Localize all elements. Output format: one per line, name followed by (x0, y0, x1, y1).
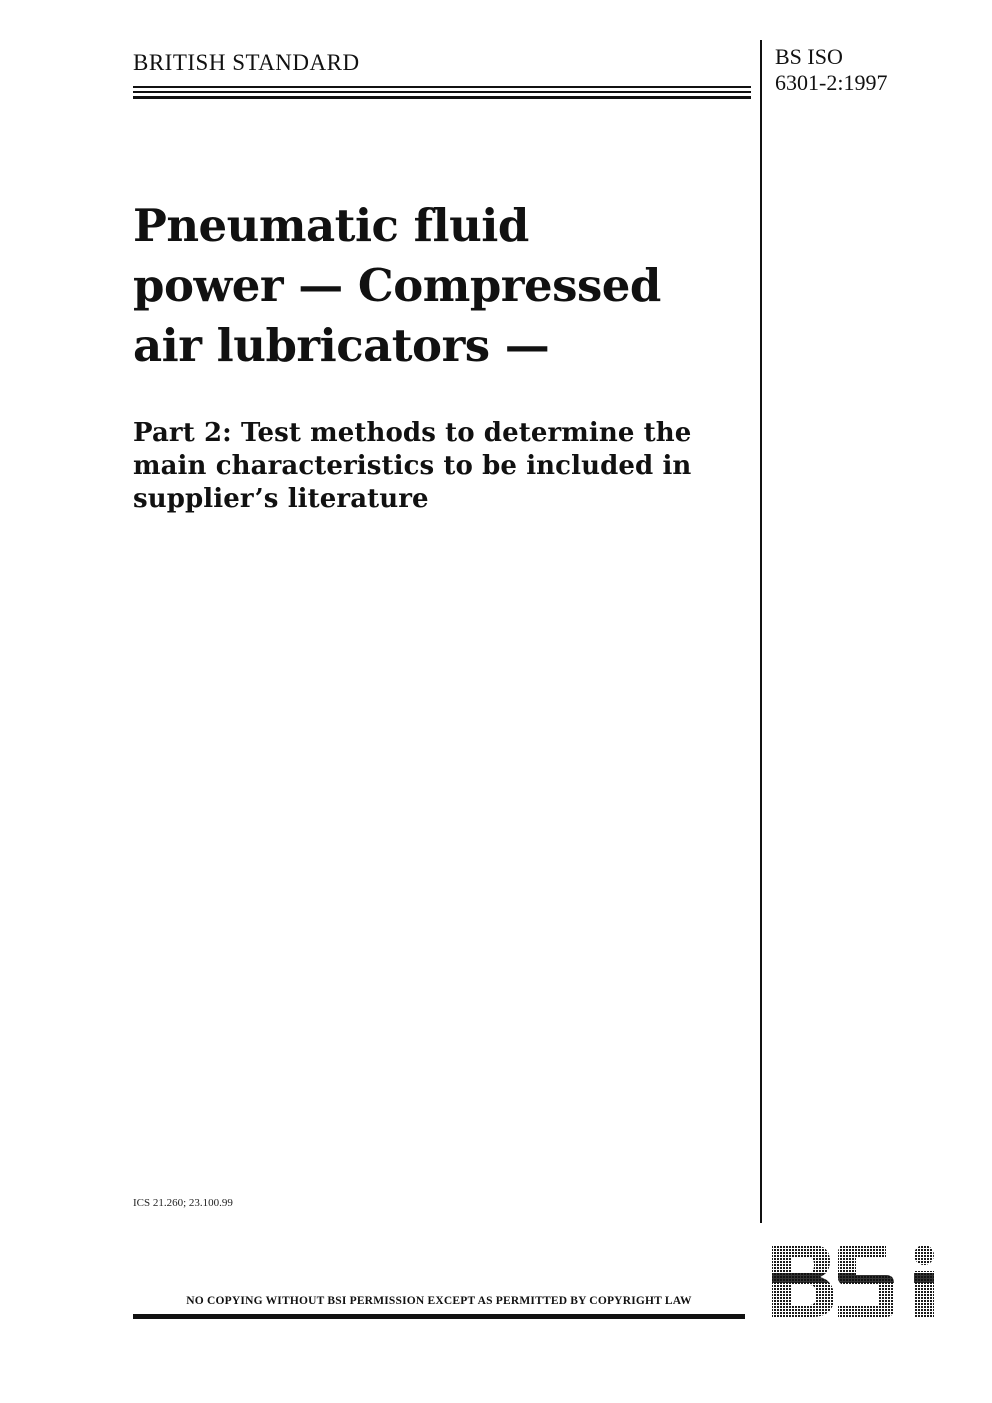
footer-rule (133, 1314, 745, 1319)
subtitle (133, 417, 748, 516)
title-line: power — Compressed (133, 259, 661, 312)
vertical-rule (760, 40, 762, 1223)
subtitle-line: main characteristics to be included in (133, 451, 692, 481)
subtitle-line: Part 2: Test methods to determine the (133, 418, 692, 448)
header-rule-2 (133, 91, 751, 93)
copyright-notice: NO COPYING WITHOUT BSI PERMISSION EXCEPT AS PERMITTED BY COPYRIGHT LAW (186, 1295, 692, 1307)
standard-number-line-2: 6301-2:1997 (775, 70, 888, 95)
ics-code: ICS 21.260; 23.100.99 (133, 1197, 233, 1209)
main-title (133, 196, 743, 376)
title-line: air lubricators — (133, 319, 550, 372)
title-line: Pneumatic fluid (133, 199, 529, 252)
header-label: BRITISH STANDARD (133, 50, 360, 75)
header-rule-3 (133, 96, 751, 99)
header-rule-1 (133, 86, 751, 88)
standard-number (775, 44, 887, 96)
bsi-logo-icon (768, 1243, 946, 1319)
standard-number-line-1: BS ISO (775, 44, 843, 69)
subtitle-line: supplier’s literature (133, 484, 429, 514)
